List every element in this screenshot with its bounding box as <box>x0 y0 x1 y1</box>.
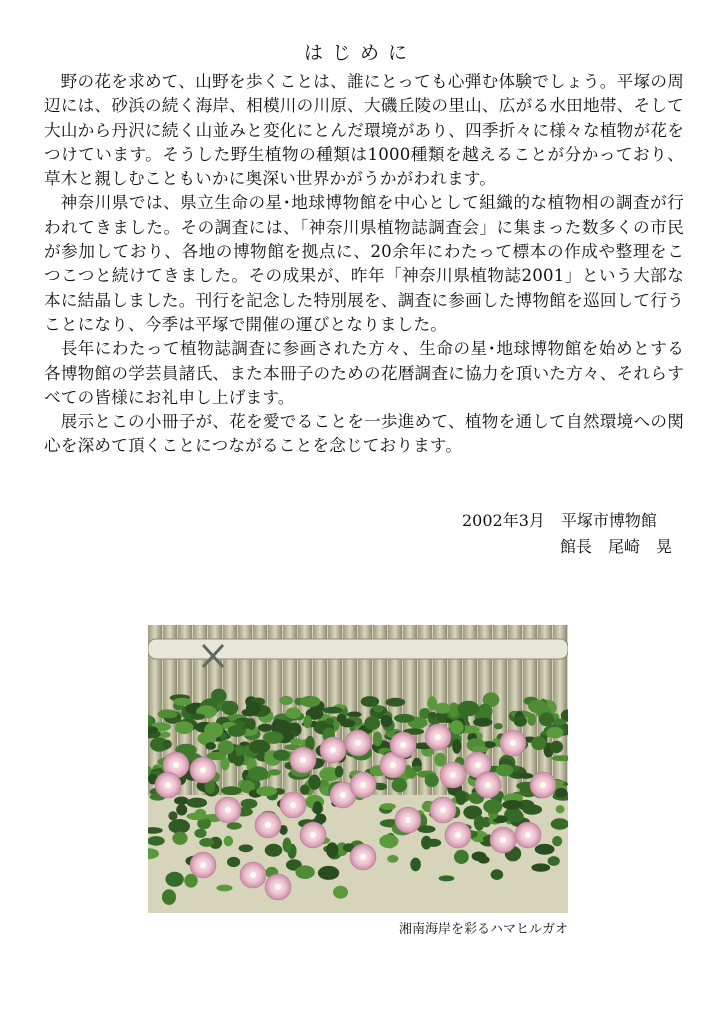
flower-center <box>455 832 461 838</box>
leaf <box>160 732 170 738</box>
flower-photo-illustration <box>148 625 568 913</box>
leaf <box>373 732 383 747</box>
leaf <box>205 742 216 749</box>
leaf <box>300 785 310 795</box>
leaf <box>412 766 422 772</box>
leaf <box>452 739 461 754</box>
leaf <box>268 769 281 775</box>
leaf <box>518 773 533 779</box>
leaf <box>308 775 321 790</box>
flower-center <box>340 792 346 798</box>
flower-center <box>435 734 441 740</box>
leaf <box>333 886 348 899</box>
leaf <box>535 844 555 855</box>
leaf <box>224 836 233 847</box>
leaf <box>483 799 502 813</box>
leaf <box>168 811 177 820</box>
leaf <box>323 707 343 714</box>
leaf <box>539 712 554 726</box>
signature-block <box>462 508 672 560</box>
leaf <box>265 844 283 857</box>
leaf <box>173 698 191 706</box>
leaf <box>191 714 205 720</box>
leaf <box>477 704 492 719</box>
leaf <box>381 715 393 727</box>
leaf <box>556 805 565 813</box>
flower-center <box>165 782 171 788</box>
flower-center <box>330 747 336 753</box>
leaf <box>263 731 284 744</box>
paragraph-1: 野の花を求めて、山野を歩くことは、誰にとっても心弾む体験でしょう。平塚の周辺には、砂浜の続く海岸、相模川の川原、大磯丘陵の里山、広がる水田地帯、そして大山から丹沢に続く山並みと変化にとんだ環境があり、四季折々に様々な植物が花をつけています。そうした野生植物の種類は1000種類を越えることが分かっており、草木と親しむこともいかに奥深い世界かがうかがわれます。 <box>44 72 684 189</box>
leaf <box>410 858 421 872</box>
flower-center <box>400 742 406 748</box>
leaf <box>421 836 432 850</box>
leaf <box>439 875 455 881</box>
page-title: はじめに <box>303 42 416 64</box>
flower-center <box>500 837 506 843</box>
leaf <box>458 701 480 717</box>
leaf <box>165 872 183 887</box>
leaf <box>295 865 314 879</box>
flower-center <box>440 807 446 813</box>
leaf <box>373 705 383 712</box>
leaf <box>326 842 338 858</box>
leaf <box>435 753 447 767</box>
leaf <box>553 718 566 725</box>
flower-center <box>360 782 366 788</box>
flower-center <box>475 762 481 768</box>
flower-center <box>355 740 361 746</box>
leaf <box>162 889 176 905</box>
leaf <box>256 786 277 796</box>
flower-center <box>485 782 491 788</box>
leaf <box>514 716 527 727</box>
leaf <box>472 746 488 753</box>
leaf <box>418 825 436 833</box>
leaf <box>474 815 485 830</box>
leaf <box>168 819 190 834</box>
leaf <box>290 738 302 745</box>
leaf <box>478 856 490 864</box>
paragraph-3: 長年にわたって植物誌調査に参画された方々、生命の星･地球博物館を始めとする各博物館の学芸員諸氏、また本冊子のための花暦調査に協力を頂いた方々、それらすべての皆様にお礼申し上げます。 <box>44 339 684 407</box>
leaf <box>187 798 207 808</box>
leaf <box>248 766 268 781</box>
leaf <box>246 702 261 715</box>
leaf <box>286 707 301 719</box>
leaf <box>273 750 290 761</box>
leaf <box>216 885 232 892</box>
leaf <box>385 698 405 707</box>
flower-center <box>390 762 396 768</box>
flower-center <box>250 872 256 878</box>
leaf <box>531 736 546 750</box>
photo-caption: 湘南海岸を彩るハマヒルガオ <box>398 922 568 937</box>
leaf <box>313 801 322 814</box>
leaf <box>394 714 415 723</box>
flower-center <box>200 862 206 868</box>
flower-center <box>200 767 206 773</box>
leaf <box>194 829 206 838</box>
leaf <box>550 741 563 753</box>
leaf <box>228 725 247 737</box>
leaf <box>548 856 560 866</box>
leaf <box>335 766 344 778</box>
leaf <box>241 799 258 809</box>
leaf <box>279 696 293 705</box>
leaf <box>227 822 242 829</box>
flower-center <box>360 854 366 860</box>
leaf <box>174 797 189 805</box>
leaf <box>425 774 439 787</box>
leaf <box>379 834 398 848</box>
leaf <box>496 764 514 776</box>
flower-center <box>540 782 546 788</box>
leaf <box>303 715 312 728</box>
leaf <box>361 696 379 707</box>
leaf <box>247 718 255 730</box>
leaf <box>456 790 467 805</box>
leaf <box>365 718 381 729</box>
leaf <box>449 702 459 717</box>
leaf <box>221 786 242 795</box>
leaf <box>511 811 524 822</box>
leaf <box>547 727 564 739</box>
flower-center <box>173 762 179 768</box>
leaf <box>283 838 292 853</box>
flower-center <box>405 817 411 823</box>
leaf <box>148 836 165 846</box>
flower-center <box>300 757 306 763</box>
flower-center <box>265 822 271 828</box>
leaf <box>552 836 562 846</box>
leaf <box>175 721 193 734</box>
leaf <box>222 701 239 715</box>
leaf <box>428 712 437 719</box>
flower-center <box>275 884 281 890</box>
leaf <box>239 844 253 852</box>
leaf <box>258 724 273 732</box>
signature-director: 館長 尾崎 晃 <box>559 537 672 556</box>
leaf <box>502 800 523 810</box>
leaf <box>172 832 187 845</box>
leaf <box>531 863 550 871</box>
leaf <box>161 711 178 719</box>
leaf <box>392 778 408 793</box>
leaf <box>199 838 214 847</box>
leaf <box>300 696 321 707</box>
paragraph-4: 展示とこの小冊子が、花を愛でることを一歩進めて、植物を通して自然環境への関心を深めて頂くことにつながることを念じております。 <box>44 412 684 456</box>
leaf <box>176 804 187 815</box>
leaf <box>454 850 469 864</box>
introduction-body <box>44 70 684 459</box>
paragraph-2: 神奈川県では、県立生命の星･地球博物館を中心として組織的な植物相の調査が行われてきました。その調査には、「神奈川県植物誌調査会」に集まった数多くの市民が参加しており、各地の博物館を拠点に、20余年にわたって標本の作成や整理をこつこつと続けてきました。その成果が、昨年「神奈川県植物誌2001」という大部な本に結晶しました。刊行を記念した特別展を、調査に参画した博物館を巡回して行うことになり、今季は平塚で開催の運びとなりました。 <box>44 193 684 334</box>
leaf <box>204 722 223 738</box>
leaf <box>380 803 396 810</box>
flower-center <box>510 740 516 746</box>
flower-center <box>450 772 456 778</box>
leaf <box>450 720 464 734</box>
signature-date-museum: 2002年3月 平塚市博物館 <box>461 511 657 530</box>
leaf <box>494 723 503 729</box>
leaf <box>227 857 240 867</box>
flower-photo <box>148 625 568 913</box>
flower-center <box>290 802 296 808</box>
leaf <box>325 718 334 724</box>
leaf <box>387 855 398 863</box>
flower-center <box>310 832 316 838</box>
flower-center <box>525 832 531 838</box>
flower-center <box>225 807 231 813</box>
leaf <box>195 809 207 818</box>
leaf <box>318 866 339 880</box>
leaf <box>491 869 504 880</box>
leaf <box>435 703 450 714</box>
leaf <box>555 788 567 798</box>
leaf <box>473 718 492 727</box>
leaf <box>340 719 355 727</box>
leaf <box>163 740 172 749</box>
